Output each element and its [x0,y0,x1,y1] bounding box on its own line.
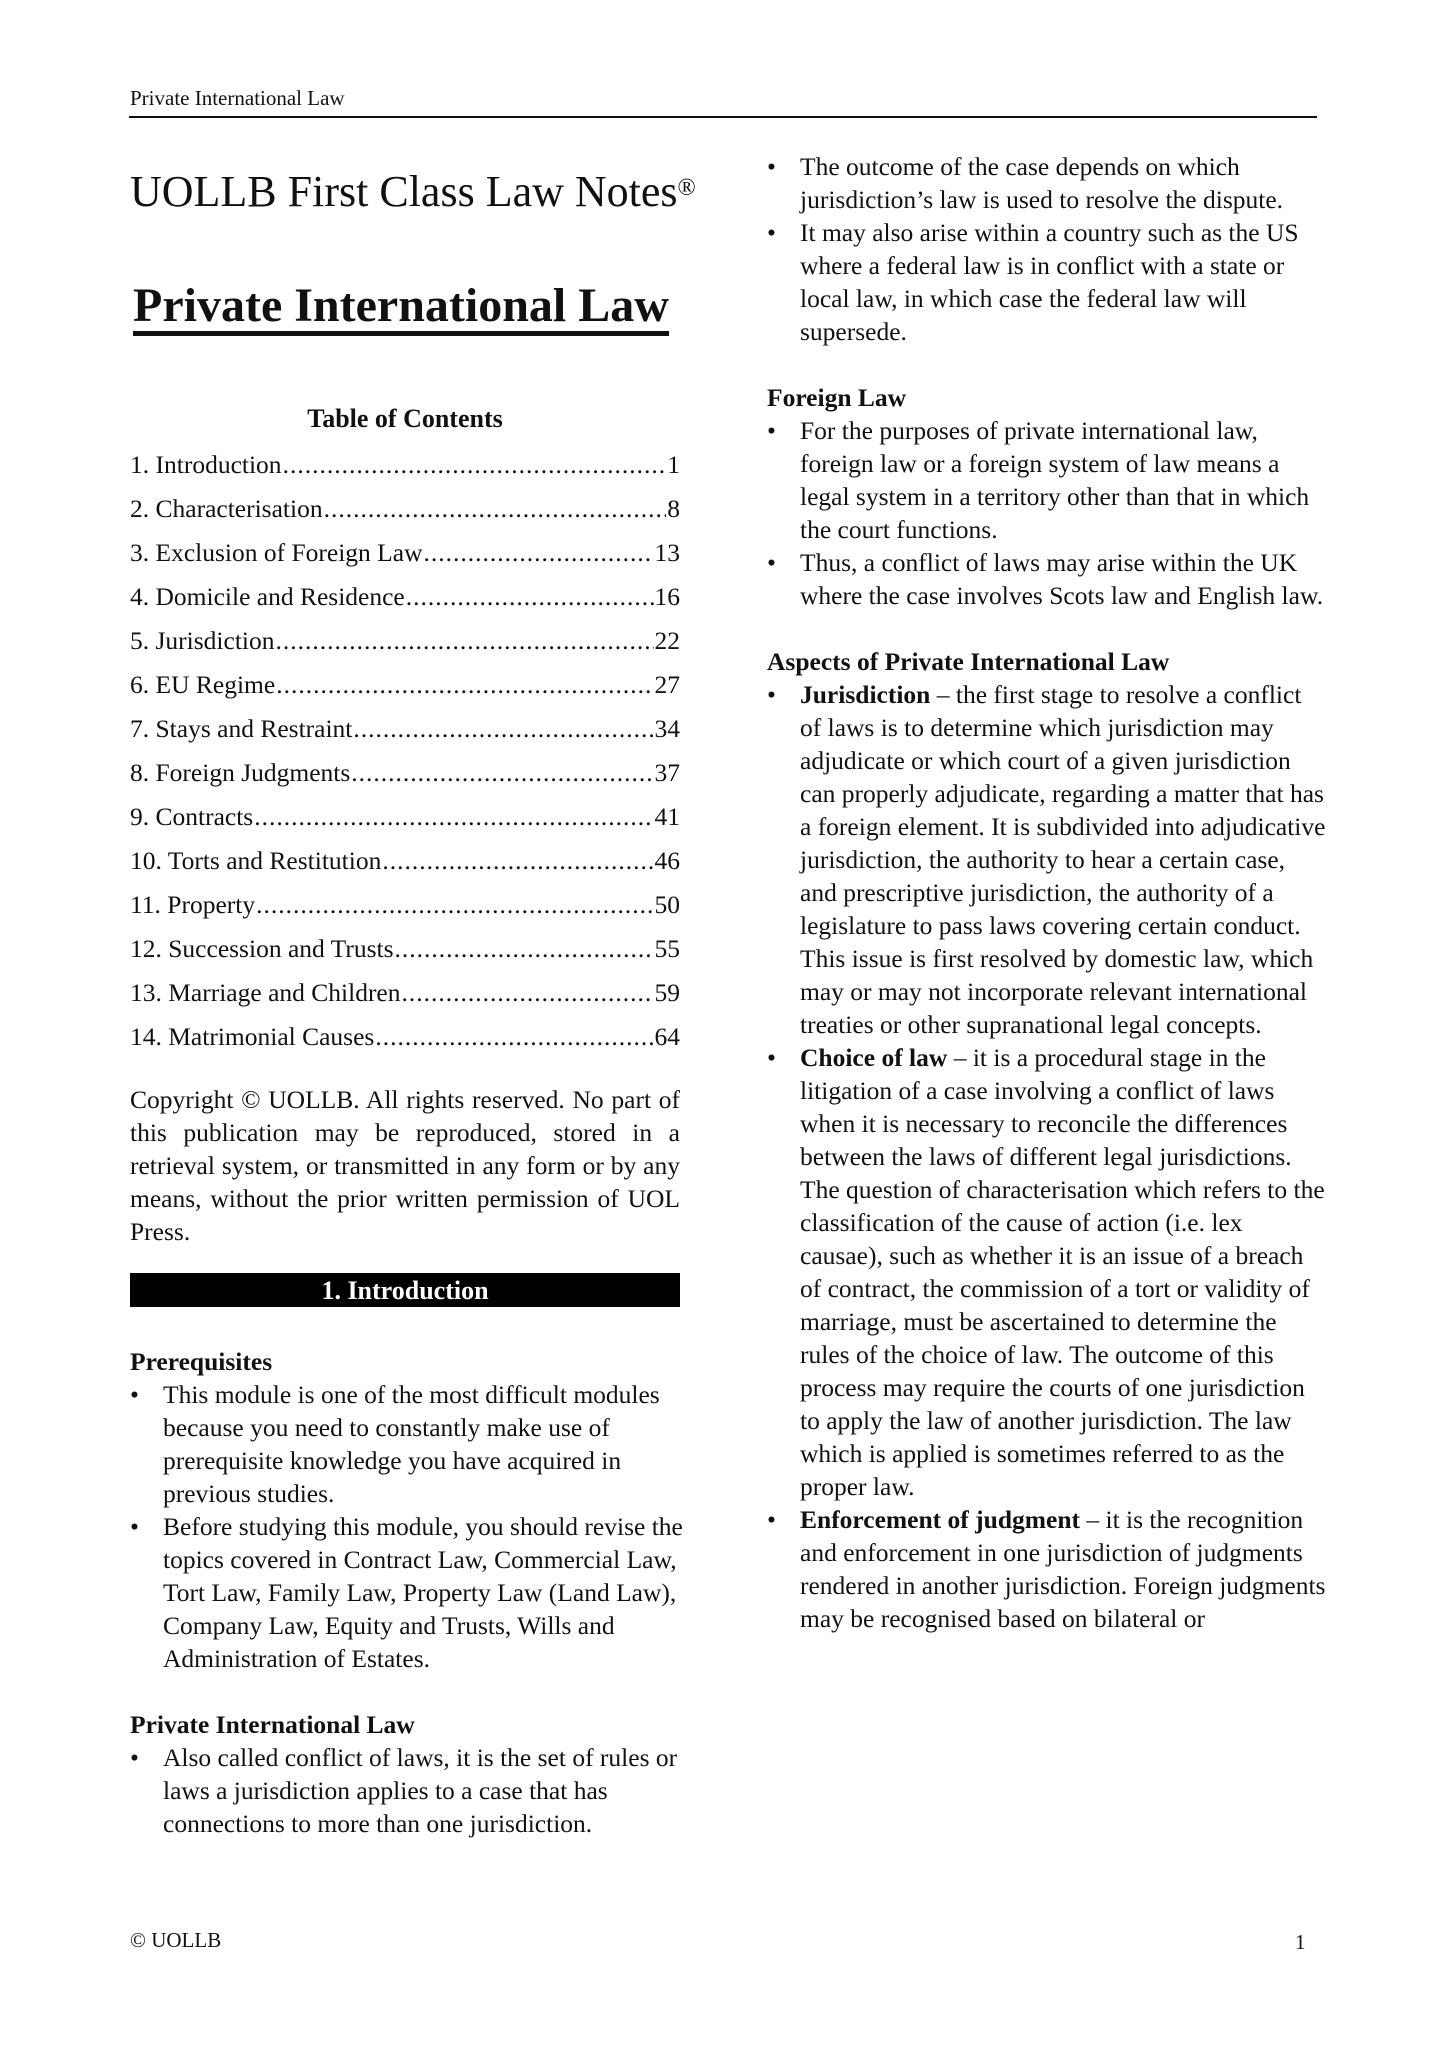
list-item-text: Before studying this module, you should revise the topics covered in Contract Law, Commercial Law, Tort Law, Family Law, Property Law (Land Law), Company Law, Equity and Trusts, Wills and Administration of Estates. [163,1512,683,1673]
toc-entry[interactable] [130,625,680,669]
foreign-law-heading: Foreign Law [767,383,907,412]
toc-entry[interactable] [130,757,680,801]
toc-entry[interactable] [130,889,680,933]
toc-entry[interactable] [130,581,680,625]
list-item-term: Jurisdiction [800,680,931,709]
toc-entry[interactable] [130,1021,680,1065]
page-number: 1 [1295,1930,1306,1954]
list-item-text: Thus, a conflict of laws may arise within the UK where the case involves Scots law and English law. [800,548,1324,610]
prerequisites-heading: Prerequisites [130,1347,273,1376]
toc-leader-dots [276,625,654,657]
list-item [130,1741,690,1840]
aspects-heading: Aspects of Private International Law [767,647,1170,676]
toc-entry-title: 10. Torts and Restitution [130,846,382,875]
list-item [767,150,1327,216]
toc-entry-page: 1 [667,450,680,479]
list-item-text: Also called conflict of laws, it is the set of rules or laws a jurisdiction applies to a case that has connections to more than one jurisdiction. [163,1743,678,1838]
list-item [130,1510,690,1675]
toc-entry-title: 13. Marriage and Children [130,978,401,1007]
document-title-text: UOLLB First Class Law Notes [130,167,678,216]
list-item-text: It may also arise within a country such as the US where a federal law is in conflict with a state or local law, in which case the federal law will supersede. [800,218,1299,346]
section-banner: 1. Introduction [130,1273,680,1307]
list-item-text: – the first stage to resolve a conflict of laws is to determine which jurisdiction may adjudicate or which court of a given jurisdiction can properly adjudicate, regarding a matter that has a foreign element. It is subdivided into adjudicative jurisdiction, the authority to hear a certain case, and prescriptive jurisdiction, the authority of a legislature to pass laws covering certain conduct. This issue is first resolved by domestic law, which may or may not incorporate relevant international treaties or other supranational legal concepts. [800,680,1326,1039]
bullet-icon: • [767,218,776,247]
toc-entry-page: 46 [654,846,680,875]
toc-entry-page: 27 [654,670,680,699]
left-column-body [130,1345,690,1840]
toc-entry-title: 5. Jurisdiction [130,626,275,655]
toc-entry-title: 8. Foreign Judgments [130,758,351,787]
pil-heading: Private International Law [130,1710,415,1739]
toc-heading: Table of Contents [307,404,503,433]
toc-entry[interactable] [130,713,680,757]
toc-entry-title: 7. Stays and Restraint [130,714,353,743]
toc-entry-title: 9. Contracts [130,802,254,831]
bullet-icon: • [130,1380,139,1409]
toc-entry-page: 22 [654,626,680,655]
toc-entry-page: 64 [654,1022,680,1051]
page-heading-text: Private International Law [133,281,669,336]
bullet-icon: • [767,548,776,577]
toc-entry-title: 14. Matrimonial Causes [130,1022,375,1051]
toc-leader-dots [406,581,654,613]
list-item-text: This module is one of the most difficult modules because you need to constantly make use of prerequisite knowledge you have acquired in previous studies. [163,1380,660,1508]
spacer [767,612,1327,645]
bullet-icon: • [130,1512,139,1541]
table-of-contents [130,449,680,1065]
bullet-icon: • [767,152,776,181]
header-rule [129,116,1317,118]
list-item-text: For the purposes of private international law, foreign law or a foreign system of law means a legal system in a territory other than that in which the court functions. [800,416,1310,544]
toc-entry[interactable] [130,669,680,713]
list-item-term: Choice of law [800,1043,948,1072]
toc-leader-dots [256,889,653,921]
toc-entry-page: 59 [654,978,680,1007]
toc-entry[interactable] [130,977,680,1021]
toc-leader-dots [353,713,653,745]
toc-entry[interactable] [130,845,680,889]
toc-entry[interactable] [130,493,680,537]
toc-entry-title: 4. Domicile and Residence [130,582,405,611]
registered-mark: ® [677,175,696,201]
toc-entry-page: 37 [654,758,680,787]
toc-entry-title: 6. EU Regime [130,670,276,699]
aspects-list [767,678,1327,1635]
toc-entry-page: 8 [667,494,680,523]
toc-entry-page: 16 [654,582,680,611]
right-column-body [767,150,1327,1635]
toc-entry-page: 50 [654,890,680,919]
list-item [767,1503,1327,1635]
toc-leader-dots [375,1021,653,1053]
pil-list-continued [767,150,1327,348]
toc-entry-page: 41 [654,802,680,831]
toc-leader-dots [395,933,654,965]
list-item-text: – it is a procedural stage in the litigation of a case involving a conflict of laws when it is necessary to reconcile the differences between the laws of different legal jurisdictions. The question of characterisation which refers to the classification of the cause of action (i.e. lex causae), such as whether it is an issue of a breach of contract, the commission of a tort or validity of marriage, must be ascertained to determine the rules of the choice of law. The outcome of this process may require the courts of one jurisdiction to apply the law of another jurisdiction. The law which is applied is sometimes referred to as the proper law. [800,1043,1325,1501]
foreign-law-list [767,414,1327,612]
toc-entry-page: 34 [654,714,680,743]
toc-entry-title: 2. Characterisation [130,494,323,523]
prerequisites-list [130,1378,690,1675]
toc-leader-dots [424,537,654,569]
toc-entry-title: 12. Succession and Trusts [130,934,394,963]
list-item [130,1378,690,1510]
toc-entry-title: 1. Introduction [130,450,282,479]
list-item [767,1041,1327,1503]
list-item-text: – it is the recognition and enforcement in one jurisdiction of judgments rendered in another jurisdiction. Foreign judgments may be recognised based on bilateral or [800,1505,1326,1633]
toc-entry-page: 13 [654,538,680,567]
spacer [767,348,1327,381]
footer-copyright: © UOLLB [130,1928,222,1952]
list-item-term: Enforcement of judgment [800,1505,1080,1534]
toc-entry[interactable] [130,801,680,845]
toc-entry-title: 3. Exclusion of Foreign Law [130,538,423,567]
running-header: Private International Law [130,86,345,110]
toc-leader-dots [382,845,653,877]
list-item [767,414,1327,546]
toc-leader-dots [276,669,653,701]
list-item [767,678,1327,1041]
toc-entry-title: 11. Property [130,890,256,919]
toc-entry[interactable] [130,933,680,977]
toc-leader-dots [324,493,667,525]
bullet-icon: • [130,1743,139,1772]
page-heading [133,280,669,336]
toc-leader-dots [402,977,654,1009]
toc-leader-dots [283,449,667,481]
list-item [767,216,1327,348]
spacer [130,1675,690,1708]
toc-leader-dots [254,801,653,833]
document-title [130,166,696,218]
toc-entry[interactable] [130,537,680,581]
bullet-icon: • [767,1505,776,1534]
list-item [767,546,1327,612]
toc-entry-page: 55 [654,934,680,963]
copyright-notice: Copyright © UOLLB. All rights reserved. No part of this publication may be reproduced, stored in a retrieval system, or transmitted in any form or by any means, without the prior written permission of UOL Press. [130,1085,680,1246]
pil-list [130,1741,690,1840]
bullet-icon: • [767,416,776,445]
bullet-icon: • [767,680,776,709]
toc-leader-dots [351,757,653,789]
list-item-text: The outcome of the case depends on which jurisdiction’s law is used to resolve the dispute. [800,152,1284,214]
toc-entry[interactable] [130,449,680,493]
bullet-icon: • [767,1043,776,1072]
